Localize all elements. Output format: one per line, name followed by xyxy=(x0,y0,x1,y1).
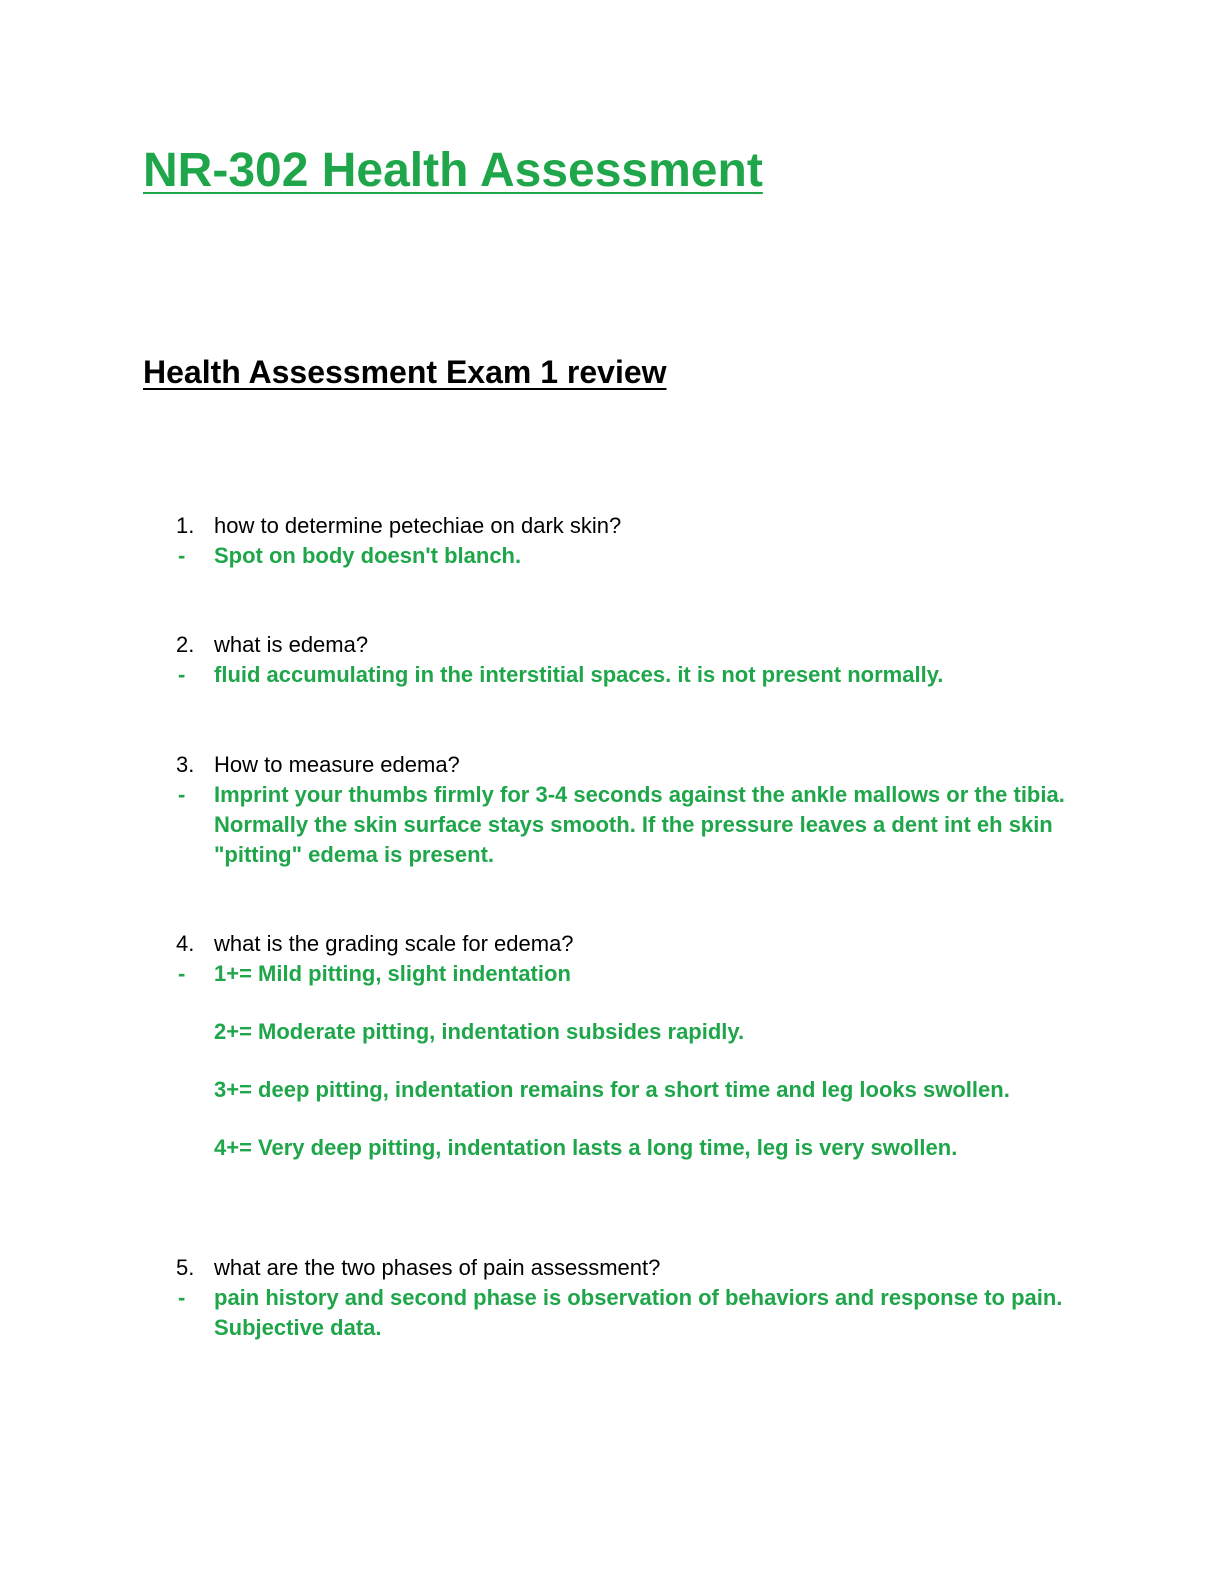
answer-line-grade-2: 2+= Moderate pitting, indentation subsides rapidly. xyxy=(214,1019,745,1044)
qa-item-3 xyxy=(176,750,1096,870)
answer-bullet: - xyxy=(178,782,186,807)
question-number: 5. xyxy=(176,1255,195,1280)
qa-item-5 xyxy=(176,1253,1096,1343)
question-text: How to measure edema? xyxy=(214,752,460,777)
answer-row xyxy=(176,959,1096,1163)
document-title: NR-302 Health Assessment xyxy=(143,144,763,197)
qa-item-4 xyxy=(176,929,1096,1163)
question-text: how to determine petechiae on dark skin? xyxy=(214,513,622,538)
answer-line-grade-4: 4+= Very deep pitting, indentation lasts a long time, leg is very swollen. xyxy=(214,1135,958,1160)
answer-bullet: - xyxy=(178,1285,186,1310)
answer-row xyxy=(176,660,1096,690)
question-row xyxy=(176,750,1096,780)
question-row xyxy=(176,1253,1096,1283)
answer-text xyxy=(214,541,521,571)
question-text: what is the grading scale for edema? xyxy=(214,931,574,956)
answer-text xyxy=(214,660,943,690)
answer-text xyxy=(214,780,1096,870)
question-number: 1. xyxy=(176,513,195,538)
answer-line: fluid accumulating in the interstitial spaces. it is not present normally. xyxy=(214,662,944,687)
question-number: 3. xyxy=(176,752,195,777)
qa-item-2 xyxy=(176,630,1096,690)
question-number: 4. xyxy=(176,931,195,956)
question-row xyxy=(176,929,1096,959)
question-row xyxy=(176,630,1096,660)
answer-row xyxy=(176,1283,1096,1343)
qa-item-1 xyxy=(176,511,1096,571)
answer-bullet: - xyxy=(178,961,186,986)
answer-line: Spot on body doesn't blanch. xyxy=(214,543,522,568)
answer-text xyxy=(214,1283,1096,1343)
answer-row xyxy=(176,541,1096,571)
answer-bullet: - xyxy=(178,662,186,687)
answer-line-grade-3: 3+= deep pitting, indentation remains for a short time and leg looks swollen. xyxy=(214,1077,1010,1102)
answer-line: pain history and second phase is observation of behaviors and response to pain. Subjective data. xyxy=(214,1285,1063,1340)
answer-row xyxy=(176,780,1096,870)
question-text: what is edema? xyxy=(214,632,369,657)
question-text: what are the two phases of pain assessment? xyxy=(214,1255,661,1280)
answer-bullet: - xyxy=(178,543,186,568)
answer-line: Imprint your thumbs firmly for 3-4 seconds against the ankle mallows or the tibia. Normally the skin surface stays smooth. If the pressure leaves a dent int eh skin "pitting" edema is present. xyxy=(214,782,1065,867)
question-number: 2. xyxy=(176,632,195,657)
answer-line-grade-1: 1+= Mild pitting, slight indentation xyxy=(214,961,571,986)
question-row xyxy=(176,511,1096,541)
document-subtitle: Health Assessment Exam 1 review xyxy=(143,354,667,390)
answer-text xyxy=(214,959,1010,1163)
